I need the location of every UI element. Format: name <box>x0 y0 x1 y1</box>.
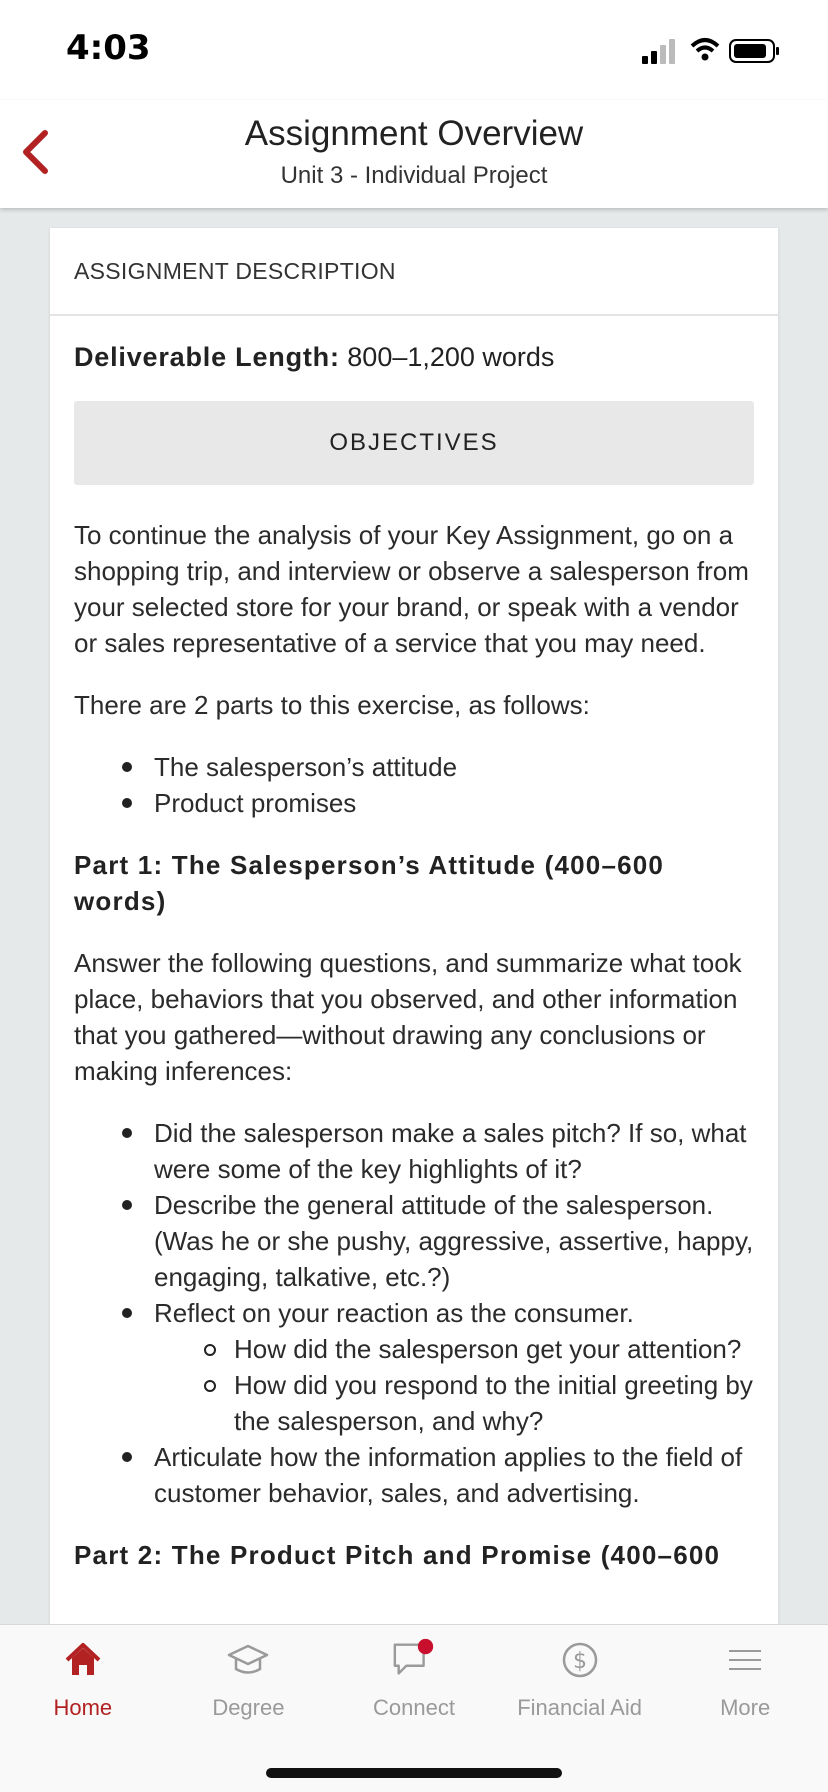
part1-heading: Part 1: The Salesperson’s Attitude (400–600 words) <box>74 850 665 916</box>
chat-icon <box>391 1637 437 1683</box>
objectives-toggle[interactable]: OBJECTIVES <box>74 401 754 485</box>
deliverable-label: Deliverable Length: <box>74 342 340 372</box>
status-time: 4:03 <box>66 28 151 68</box>
card-body <box>50 316 778 1573</box>
deliverable-value: 800–1,200 words <box>347 342 555 372</box>
page-subtitle: Unit 3 - Individual Project <box>280 162 548 189</box>
sub-list-item: How did you respond to the initial greeting by the salesperson, and why? <box>154 1367 754 1439</box>
list-item: Describe the general attitude of the salesperson. (Was he or she pushy, aggressive, assertive, happy, engaging, talkative, etc.?) <box>74 1187 754 1295</box>
home-icon <box>60 1637 106 1683</box>
list-item <box>74 1295 754 1439</box>
tab-financial-aid[interactable] <box>497 1625 663 1745</box>
status-icons <box>642 36 792 64</box>
tab-more[interactable] <box>662 1625 828 1745</box>
intro-paragraph: To continue the analysis of your Key Assignment, go on a shopping trip, and interview or observe a salesperson from your selected store for your brand, or speak with a vendor or sales representative of a service that you may need. <box>74 520 749 658</box>
tab-bar <box>0 1624 828 1792</box>
status-bar <box>0 0 828 100</box>
home-indicator[interactable] <box>266 1768 562 1778</box>
svg-text:$: $ <box>572 1649 587 1674</box>
list-item: Product promises <box>74 785 754 821</box>
deliverable-length <box>74 342 754 373</box>
tab-label: Connect <box>373 1695 455 1720</box>
parts-intro: There are 2 parts to this exercise, as follows: <box>74 690 590 720</box>
part1-questions <box>74 1115 754 1511</box>
part1-intro: Answer the following questions, and summarize what took place, behaviors that you observed, and other information that you gathered—without drawing any conclusions or making inferences: <box>74 948 742 1086</box>
card-heading: ASSIGNMENT DESCRIPTION <box>50 228 778 316</box>
tab-degree[interactable] <box>166 1625 332 1745</box>
nav-header <box>0 100 828 208</box>
menu-icon <box>722 1637 768 1683</box>
sub-list <box>154 1331 754 1439</box>
list-item-text: Reflect on your reaction as the consumer. <box>154 1298 634 1328</box>
tab-connect[interactable] <box>331 1625 497 1745</box>
dollar-icon <box>557 1637 603 1683</box>
tab-home[interactable] <box>0 1625 166 1745</box>
tab-label: More <box>720 1695 771 1720</box>
page-title: Assignment Overview <box>244 114 584 153</box>
notification-dot <box>418 1639 433 1654</box>
graduation-cap-icon <box>225 1637 271 1683</box>
sub-list-item: How did the salesperson get your attention? <box>154 1331 754 1367</box>
parts-list <box>74 749 754 821</box>
list-item: The salesperson’s attitude <box>74 749 754 785</box>
tab-label: Home <box>53 1695 113 1720</box>
tab-label: Degree <box>212 1695 285 1720</box>
signal-wifi-battery-icon <box>642 36 792 66</box>
tab-label: Financial Aid <box>517 1695 642 1720</box>
list-item: Did the salesperson make a sales pitch? If so, what were some of the key highlights of it? <box>74 1115 754 1187</box>
list-item: Articulate how the information applies to the field of customer behavior, sales, and advertising. <box>74 1439 754 1511</box>
assignment-card[interactable] <box>50 228 778 1628</box>
part2-heading: Part 2: The Product Pitch and Promise (400–600 <box>74 1540 721 1570</box>
